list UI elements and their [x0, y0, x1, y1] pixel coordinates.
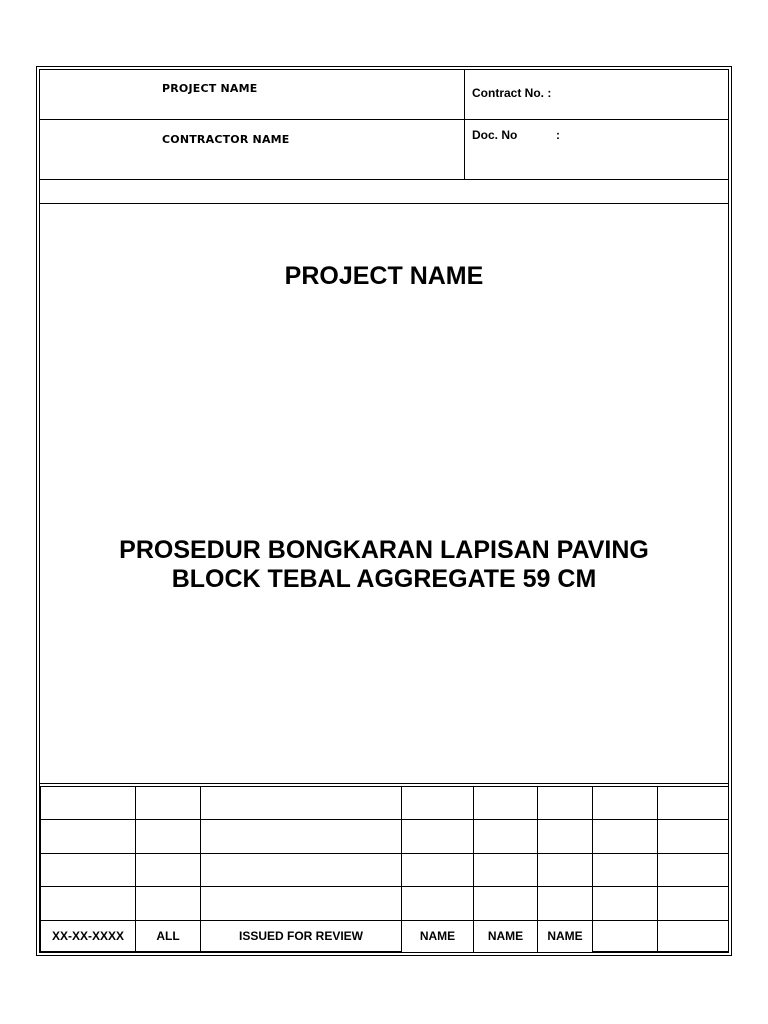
table-cell: [474, 787, 538, 820]
table-cell: [136, 787, 201, 820]
header-divider-2: [40, 179, 728, 180]
table-row: [41, 887, 729, 920]
table-cell: [41, 820, 136, 853]
table-cell: [41, 853, 136, 886]
table-cell: [658, 887, 729, 920]
contractor-name-label: CONTRACTOR NAME: [162, 133, 290, 146]
body-bottom-divider: [40, 783, 728, 784]
header-column-divider: [464, 70, 465, 180]
table-cell: [593, 887, 658, 920]
table-cell: [136, 887, 201, 920]
table-cell: [538, 853, 593, 886]
project-title: PROJECT NAME: [284, 262, 484, 290]
header-divider-1: [40, 119, 728, 120]
table-cell: [658, 853, 729, 886]
doc-no-label: Doc. No: [472, 128, 518, 142]
table-cell: [538, 820, 593, 853]
document-title: [40, 536, 728, 594]
table-cell: [658, 920, 729, 951]
table-cell: [201, 787, 402, 820]
header-divider-3: [40, 203, 728, 204]
table-cell: [593, 920, 658, 951]
doc-no-colon: :: [556, 128, 560, 142]
contract-no-label: Contract No. :: [472, 86, 552, 100]
table-cell: [201, 887, 402, 920]
table-cell: [474, 887, 538, 920]
table-cell: [41, 787, 136, 820]
table-row: [41, 787, 729, 820]
table-cell: [402, 887, 474, 920]
revision-scope-cell: ALL: [136, 920, 201, 951]
table-cell: [593, 787, 658, 820]
table-cell: [593, 820, 658, 853]
table-cell: [474, 853, 538, 886]
document-title-line-2: BLOCK TEBAL AGGREGATE 59 CM: [171, 565, 597, 593]
table-row: [41, 920, 729, 951]
checked-by-cell: NAME: [474, 920, 538, 951]
revision-description-cell: ISSUED FOR REVIEW: [201, 920, 402, 951]
revision-date-cell: XX-XX-XXXX: [41, 920, 136, 951]
table-cell: [402, 787, 474, 820]
table-cell: [474, 820, 538, 853]
table-cell: [593, 853, 658, 886]
prepared-by-cell: NAME: [402, 920, 474, 951]
table-cell: [201, 820, 402, 853]
table-cell: [201, 853, 402, 886]
table-cell: [658, 787, 729, 820]
table-cell: [136, 853, 201, 886]
table-cell: [402, 820, 474, 853]
approved-by-cell: NAME: [538, 920, 593, 951]
document-title-line-1: PROSEDUR BONGKARAN LAPISAN PAVING: [119, 536, 649, 564]
table-cell: [658, 820, 729, 853]
table-cell: [41, 887, 136, 920]
table-cell: [538, 787, 593, 820]
table-cell: [402, 853, 474, 886]
table-cell: [136, 820, 201, 853]
project-name-label: PROJECT NAME: [162, 82, 258, 95]
table-row: [41, 853, 729, 886]
table-cell: [538, 887, 593, 920]
revision-table: [40, 786, 729, 952]
table-row: [41, 820, 729, 853]
